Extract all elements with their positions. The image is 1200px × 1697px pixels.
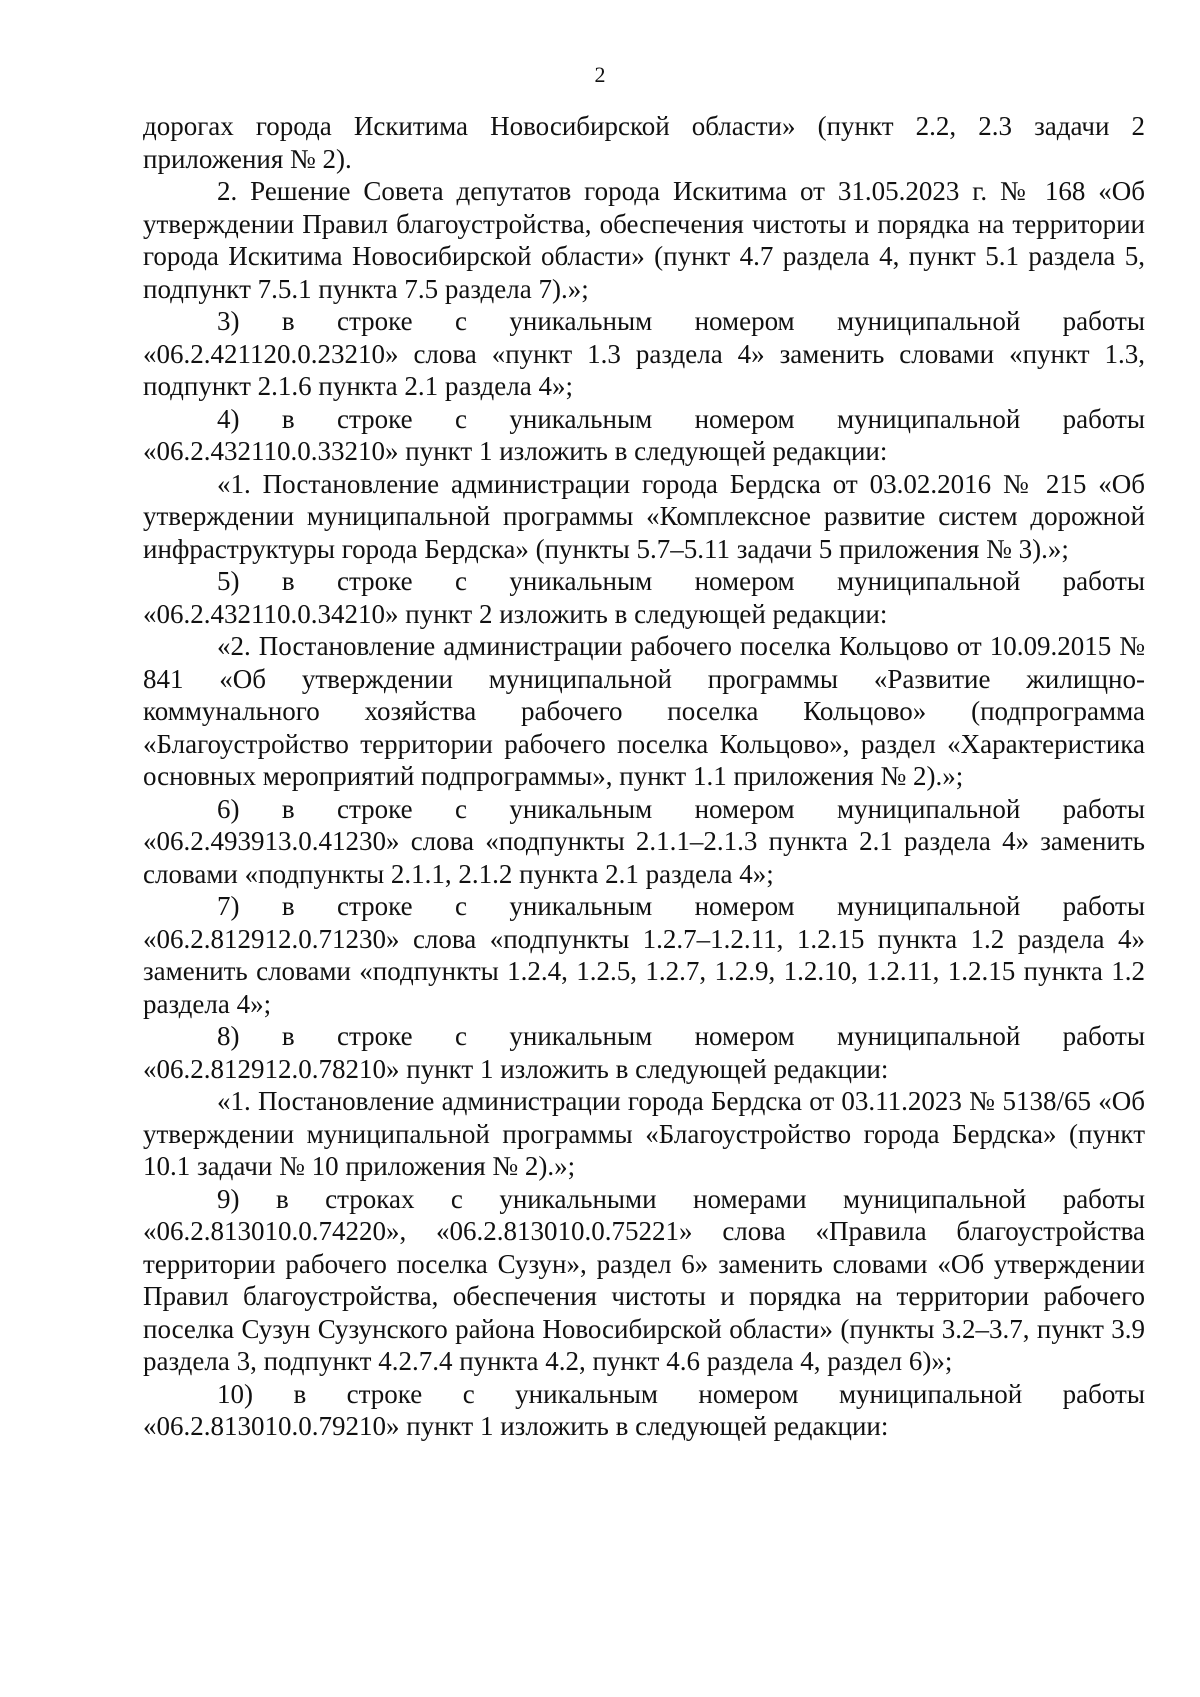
paragraph-quote-berdsk-215: «1. Постановление администрации города Бердска от 03.02.2016 № 215 «Об утверждении муниципальной программы «Комплексное развитие систем дорожной инфраструктуры города Бердска» (пункты 5.7–5.11 задачи 5 приложения № 3).»; <box>143 468 1145 564</box>
paragraph-item-9: 9) в строках с уникальными номерами муниципальной работы «06.2.813010.0.74220», «06.2.813010.0.75221» слова «Правила благоустройства территории рабочего поселка Сузун», раздел 6» заменить словами «Об утверждении Правил благоустройства, обеспечения чистоты и порядка на территории рабочего поселка Сузун Сузунского района Новосибирской области» (пункты 3.2–3.7, пункт 3.9 раздела 3, подпункт 4.2.7.4 пункта 4.2, пункт 4.6 раздела 4, раздел 6)»; <box>143 1183 1145 1376</box>
paragraph-quote-berdsk-5138: «1. Постановление администрации города Бердска от 03.11.2023 № 5138/65 «Об утверждении муниципальной программы «Благоустройство города Бердска» (пункт 10.1 задачи № 10 приложения № 2).»; <box>143 1086 1145 1181</box>
paragraph-item-7: 7) в строке с уникальным номером муниципальной работы «06.2.812912.0.71230» слова «подпункты 1.2.7–1.2.11, 1.2.15 пункта 1.2 раздела 4» заменить словами «подпункты 1.2.4, 1.2.5, 1.2.7, 1.2.9, 1.2.10, 1.2.11, 1.2.15 пункта 1.2 раздела 4»; <box>143 891 1145 1019</box>
paragraph-item-4: 4) в строке с уникальным номером муниципальной работы «06.2.432110.0.33210» пункт 1 изложить в следующей редакции: <box>143 403 1145 466</box>
page-number: 2 <box>594 62 606 87</box>
paragraph-quote-koltsovo-841: «2. Постановление администрации рабочего поселка Кольцово от 10.09.2015 № 841 «Об утверждении муниципальной программы «Развитие жилищно-коммунального хозяйства рабочего поселка Кольцово» (подпрограмма «Благоустройство территории рабочего поселка Кольцово», раздел «Характеристика основных мероприятий подпрограммы», пункт 1.1 приложения № 2).»; <box>143 631 1145 791</box>
paragraph-item-5: 5) в строке с уникальным номером муниципальной работы «06.2.432110.0.34210» пункт 2 изложить в следующей редакции: <box>143 566 1145 629</box>
document-body <box>143 110 1145 1443</box>
paragraph-item-6: 6) в строке с уникальным номером муниципальной работы «06.2.493913.0.41230» слова «подпункты 2.1.1–2.1.3 пункта 2.1 раздела 4» заменить словами «подпункты 2.1.1, 2.1.2 пункта 2.1 раздела 4»; <box>143 793 1145 889</box>
paragraph-item-8: 8) в строке с уникальным номером муниципальной работы «06.2.812912.0.78210» пункт 1 изложить в следующей редакции: <box>143 1021 1145 1084</box>
paragraph-item-3: 3) в строке с уникальным номером муниципальной работы «06.2.421120.0.23210» слова «пункт 1.3 раздела 4» заменить словами «пункт 1.3, подпункт 2.1.6 пункта 2.1 раздела 4»; <box>143 306 1145 401</box>
paragraph-item-2-council-decision: 2. Решение Совета депутатов города Искитима от 31.05.2023 г. № 168 «Об утверждении Правил благоустройства, обеспечения чистоты и порядка на территории города Искитима Новосибирской области» (пункт 4.7 раздела 4, пункт 5.1 раздела 5, подпункт 7.5.1 пункта 7.5 раздела 7).»; <box>143 176 1145 304</box>
paragraph-continuation: дорогах города Искитима Новосибирской области» (пункт 2.2, 2.3 задачи 2 приложения № 2). <box>143 111 1145 174</box>
paragraph-item-10: 10) в строке с уникальным номером муниципальной работы «06.2.813010.0.79210» пункт 1 изложить в следующей редакции: <box>143 1378 1145 1441</box>
